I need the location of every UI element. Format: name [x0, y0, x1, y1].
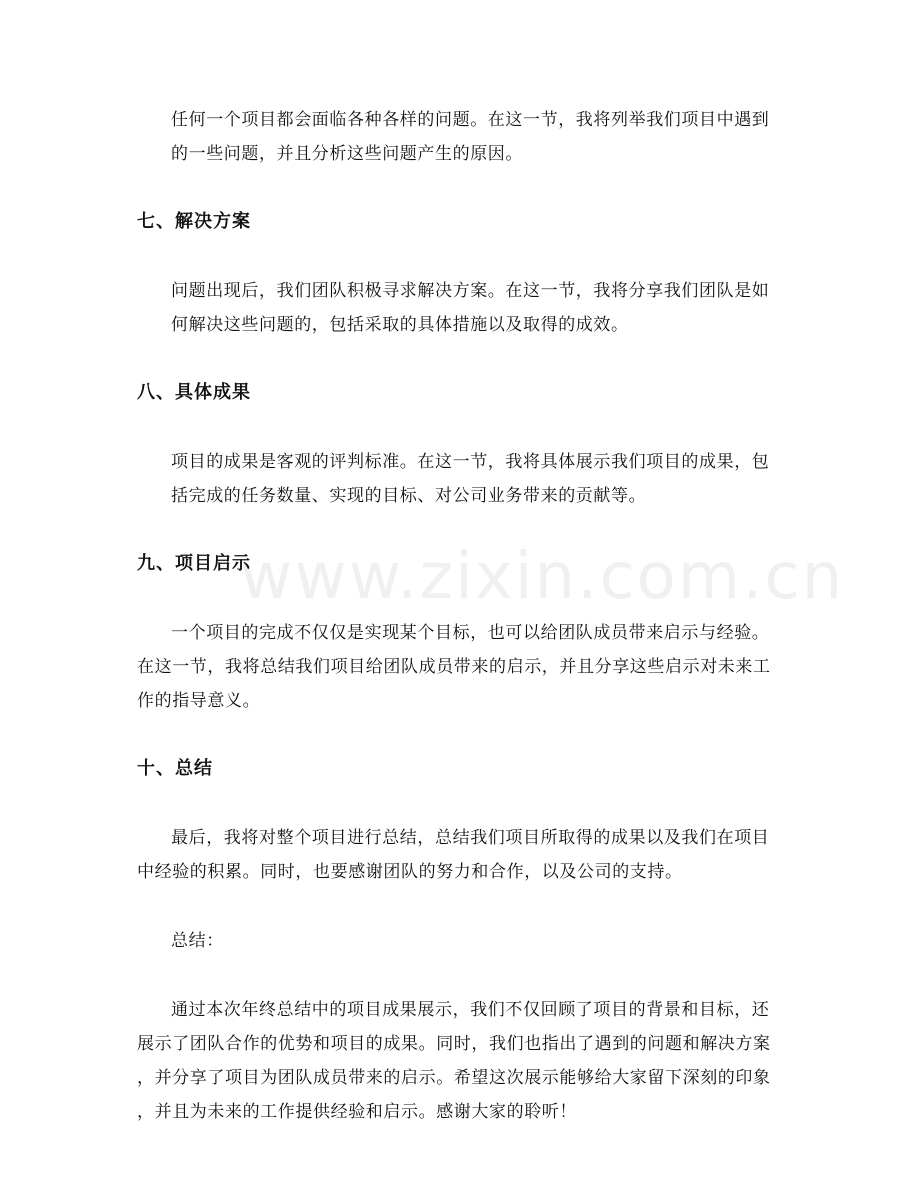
paragraph-line: ，并且为未来的工作提供经验和启示。感谢大家的聆听！	[137, 1102, 577, 1122]
section-heading-solutions: 七、解决方案	[137, 211, 251, 232]
paragraph-line: 的一些问题，并且分析这些问题产生的原因。	[171, 144, 523, 164]
paragraph-line: 在这一节，我将总结我们项目给团队成员带来的启示，并且分享这些启示对未来工	[137, 657, 771, 677]
section-heading-insights: 九、项目启示	[137, 553, 251, 574]
paragraph-problems	[137, 103, 785, 171]
paragraph-line: 一个项目的完成不仅仅是实现某个目标，也可以给团队成员带来启示与经验。	[171, 623, 770, 643]
document-body	[137, 103, 785, 1129]
paragraph-line: 任何一个项目都会面临各种各样的问题。在这一节，我将列举我们项目中遇到	[171, 110, 770, 130]
section-heading-conclusion: 十、总结	[137, 758, 213, 779]
paragraph-line: 问题出现后，我们团队积极寻求解决方案。在这一节，我将分享我们团队是如	[171, 281, 770, 301]
paragraph-line: 最后，我将对整个项目进行总结，总结我们项目所取得的成果以及我们在项目	[171, 828, 770, 848]
paragraph-line: 何解决这些问题的，包括采取的具体措施以及取得的成效。	[171, 315, 629, 335]
paragraph-line: 括完成的任务数量、实现的目标、对公司业务带来的贡献等。	[171, 486, 647, 506]
paragraph-line: 通过本次年终总结中的项目成果展示，我们不仅回顾了项目的背景和目标，还	[171, 1000, 770, 1020]
paragraph-line: 作的指导意义。	[137, 691, 261, 711]
paragraph-summary	[137, 993, 785, 1129]
paragraph-solutions	[137, 274, 785, 342]
paragraph-line: 中经验的积累。同时，也要感谢团队的努力和合作，以及公司的支持。	[137, 862, 683, 882]
section-heading-results: 八、具体成果	[137, 382, 251, 403]
paragraph-conclusion	[137, 821, 785, 889]
paragraph-line: 项目的成果是客观的评判标准。在这一节，我将具体展示我们项目的成果，包	[171, 452, 770, 472]
paragraph-results	[137, 445, 785, 513]
paragraph-line: ，并分享了项目为团队成员带来的启示。希望这次展示能够给大家留下深刻的印象	[137, 1068, 771, 1088]
paragraph-insights	[137, 616, 785, 718]
watermark-text: www.zixin.com.cn	[240, 540, 845, 614]
summary-label: 总结：	[171, 931, 224, 951]
paragraph-line: 展示了团队合作的优势和项目的成果。同时，我们也指出了遇到的问题和解决方案	[137, 1034, 771, 1054]
